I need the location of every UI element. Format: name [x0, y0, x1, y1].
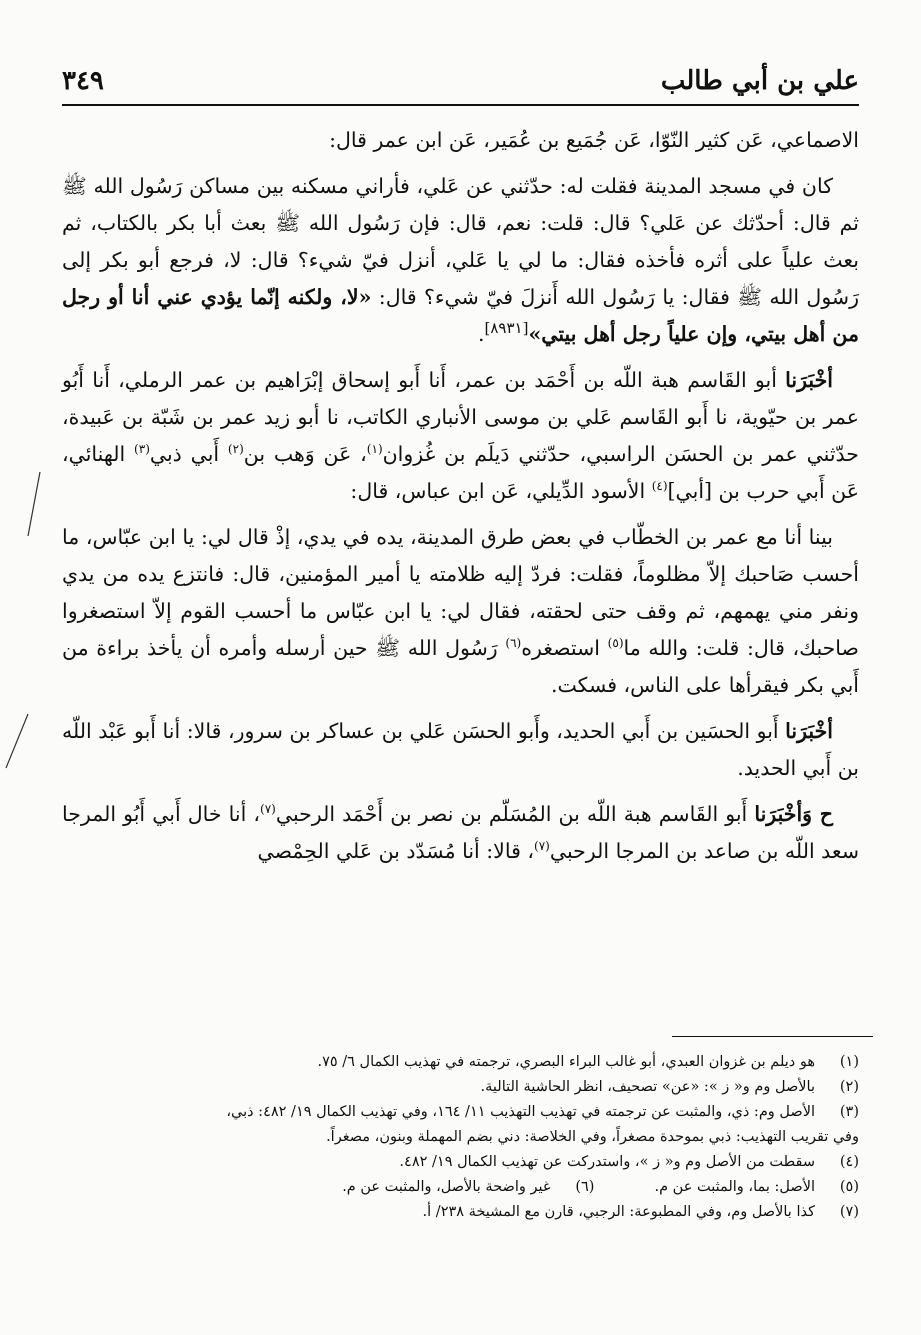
footnote-ref: (٦) [505, 636, 522, 651]
isnad-keyword: أخْبَرَنا [785, 368, 833, 392]
footnotes [70, 1050, 859, 1225]
hadith-number: [٨٩٣١] [484, 319, 529, 338]
footnote-3-continued: وفي تقريب التهذيب: ذبي بموحدة مصغراً، وفي الخلاصة: دني بضم المهملة وبنون، مصغراً. [326, 1129, 859, 1145]
paragraph-1: الاصماعي، عَن كثير النّوّا، عَن جُمَيع بن عُمَير، عَن ابن عمر قال: [329, 128, 859, 152]
footnote-5: (٥) الأصل: بما، والمثبت عن م. [654, 1179, 859, 1195]
isnad-keyword: أخْبَرَنا [785, 719, 833, 743]
isnad-keyword: ح وَأخْبَرَنا [754, 802, 833, 826]
footnote-4: (٤) سقطت من الأصل وم و« ز »، واستدركت عن تهذيب الكمال ١٩/ ٤٨٢. [399, 1154, 859, 1170]
paragraph-4: بينا أنا مع عمر بن الخطّاب في بعض طرق المدينة، يده في يدي، إذْ قال لي: يا ابن عبّاس، ما أحسب صَاحبك إلاّ مظلوماً، فقلت: فردّ إليه ظلامته يا أمير المؤمنين، قال: فانتزع يده من يدي ونفر مني يهمهم، ثم وقف حتى لحقته، فقال لي: يا ابن عبّاس ما أحسب القوم إلاّ استصغروا صاحبك، قال: قلت: والله ما$^{(٥)}$ استصغره$^{(٦)}$ رَسُول الله ﷺ حين أرسله وأمره أن يأخذ براءة من أَبي بكر فيقرأها على الناس، فسكت. [62, 525, 859, 697]
hadith-quote: «لا، ولكنه إنّما يؤدي عني أنا أو رجل من أهل بيتي، وإن علياً رجل أهل بيتي» [62, 285, 859, 346]
footnote-separator [672, 1036, 873, 1037]
margin-pen-mark [4, 712, 30, 772]
page-number: ٣٤٩ [62, 66, 104, 96]
footnotes-5-6 [70, 1175, 859, 1200]
running-title: علي بن أبي طالب [660, 66, 859, 96]
footnote-6: (٦) غير واضحة بالأصل، والمثبت عن م. [342, 1179, 595, 1195]
footnote-ref: (٣) [134, 442, 150, 457]
footnote-ref: (٧) [534, 839, 550, 854]
paragraph-5: أخْبَرَنا أَبو الحسَين بن أَبي الحديد، وأَبو الحسَن عَلي بن عساكر بن سرور، قالا: أنا أَبو عَبْد اللّه بن أَبي الحديد. [62, 719, 859, 780]
main-text [62, 122, 859, 879]
footnote-ref: (٥) [607, 636, 624, 651]
margin-pen-mark [24, 470, 44, 540]
paragraph-6: ح وَأخْبَرَنا أَبو القَاسم هبة اللّه بن المُسَلّم بن نصر بن أَحْمَد الرحبي$^{(٧)}$، أنا خال أَبي أَبُو المرجا سعد اللّه بن صاعد بن المرجا الرحبي$^{(٧)}$، قالا: أنا مُسَدّد بن عَلي الحِمْصي [62, 802, 859, 863]
header-rule [62, 104, 859, 106]
page-header [62, 58, 859, 106]
footnote-3: (٣) الأصل وم: ذي، والمثبت عن ترجمته في تهذيب التهذيب ١١/ ١٦٤، وفي تهذيب الكمال ١٩/ ٤٨٢: ذبي، [226, 1104, 859, 1120]
footnote-1: (١) هو ديلم بن غزوان العبدي، أبو غالب البراء البصري، ترجمته في تهذيب الكمال ٦/ ٧٥. [317, 1054, 859, 1070]
footnote-ref: (١) [366, 442, 383, 457]
footnote-2: (٢) بالأصل وم و« ز »: «عن» تصحيف، انظر الحاشية التالية. [480, 1079, 859, 1095]
footnote-ref: (٤) [651, 479, 668, 494]
paragraph-2: كان في مسجد المدينة فقلت له: حدّثني عن عَلي، فأراني مسكنه بين مساكن رَسُول الله ﷺ ثم قال: أحدّثك عن عَلي؟ قال: قلت: نعم، قال: فإن رَسُول الله ﷺ بعث أبا بكر بالكتاب، ثم بعث علياً على أثره فأخذه فقال: ما لي يا عَلي، أنزل فيّ شيء؟ قال: لا، فرجع أبو بكر إلى رَسُول الله ﷺ فقال: يا رَسُول الله أَنزلَ فيّ شيء؟ قال: «لا، ولكنه إنّما يؤدي عني أنا أو رجل من أهل بيتي، وإن علياً رجل أهل بيتي»[٨٩٣١]. [62, 174, 859, 346]
paragraph-3: أخْبَرَنا أبو القَاسم هبة اللّه بن أَحْمَد بن عمر، أَنا أَبو إسحاق إبْرَاهيم بن عمر الرملي، أَنا أَبُو عمر بن حيّوية، نا أَبو القَاسم عَلي بن موسى الأنباري الكاتب، نا أبو زيد عمر بن شَبّة بن عَبيدة، حدّثني عمر بن الحسَن الراسبي، حدّثني دَيلَم بن غُزوان$^{(١)}$، عَن وَهب بن$^{(٢)}$ أَبي ذبي$^{(٣)}$ الهنائي، عَن أَبي حرب بن [أبي]$^{(٤)}$ الأسود الدِّيلي، عَن ابن عباس، قال: [62, 368, 859, 503]
footnote-ref: (٢) [227, 442, 244, 457]
footnote-ref: (٧) [260, 802, 276, 817]
footnote-7: (٧) كذا بالأصل وم، وفي المطبوعة: الرجبي، قارن مع المشيخة ٢٣٨/ أ. [422, 1204, 859, 1220]
